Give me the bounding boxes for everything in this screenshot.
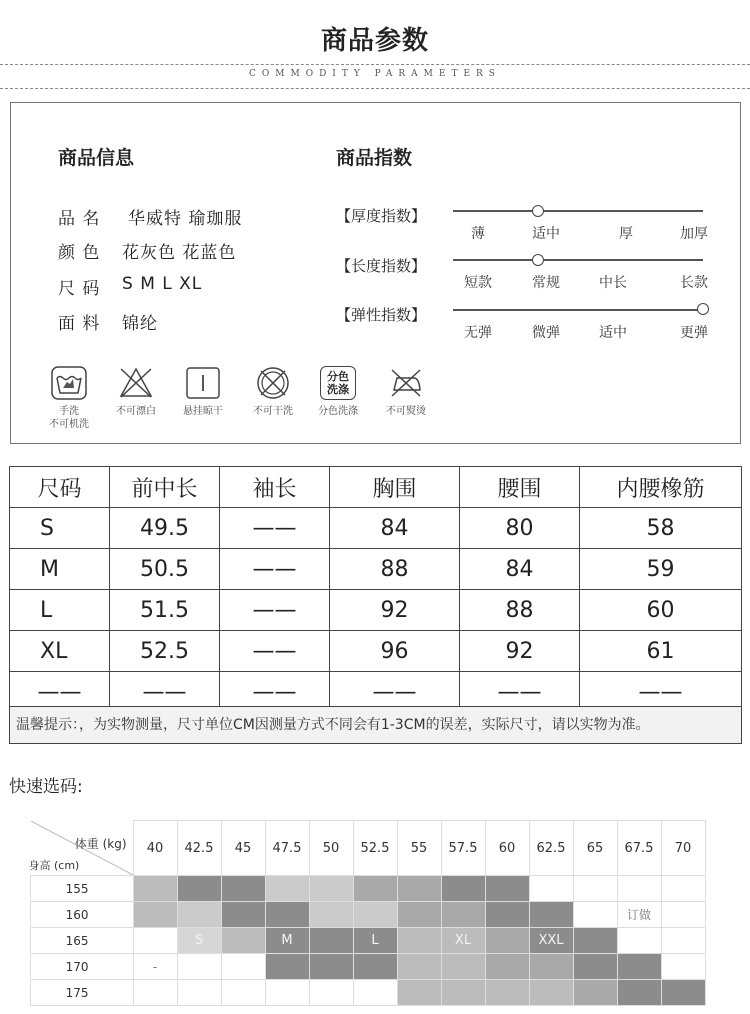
grid-row [31, 980, 706, 1006]
hand-wash-icon [51, 366, 87, 400]
grid-cell [133, 928, 177, 954]
grid-cell [661, 902, 705, 928]
grid-cell [485, 928, 529, 954]
grid-cell [353, 876, 397, 902]
grid-cell [529, 902, 573, 928]
grid-cell [661, 980, 705, 1006]
size-cell: S [10, 508, 110, 549]
grid-cell [177, 876, 221, 902]
size-cell: 61 [580, 631, 742, 672]
grid-cell [573, 876, 617, 902]
thickness-tick-4: 加厚 [680, 226, 708, 242]
info-label-size: 尺 码 [58, 279, 101, 299]
thickness-tick-1: 薄 [471, 226, 485, 242]
no-iron-icon [388, 366, 424, 400]
length-tick-4: 长款 [680, 275, 708, 291]
grid-cell [309, 954, 353, 980]
grid-cell [661, 928, 705, 954]
grid-corner [28, 821, 134, 876]
info-label-name: 品 名 [58, 209, 101, 229]
grid-row [31, 902, 706, 928]
size-cell: 92 [330, 590, 460, 631]
grid-cell [177, 980, 221, 1006]
size-cell: —— [10, 672, 110, 713]
height-row-label: 160 [31, 902, 134, 928]
grid-cell [573, 902, 617, 928]
height-row-label: 165 [31, 928, 134, 954]
page-title: 商品参数 [320, 26, 429, 56]
grid-cell [265, 980, 309, 1006]
no-dry-clean-label: 不可干洗 [253, 406, 293, 417]
page-subtitle: COMMODITY PARAMETERS [249, 69, 501, 79]
grid-cell [573, 928, 617, 954]
separate-wash-label: 分色洗涤 [318, 406, 358, 417]
grid-cell [661, 876, 705, 902]
size-recommendation-label: M [281, 933, 293, 948]
grid-cell [397, 980, 441, 1006]
elasticity-tick-1: 无弹 [464, 325, 492, 341]
size-cell: 50.5 [110, 549, 220, 590]
size-header-cell: 胸围 [330, 467, 460, 508]
elasticity-tick-4: 更弹 [680, 325, 708, 341]
size-cell: M [10, 549, 110, 590]
size-cell: —— [580, 672, 742, 713]
size-header-cell: 尺码 [10, 467, 110, 508]
elasticity-index-label: 【弹性指数】 [336, 306, 427, 324]
grid-cell [573, 980, 617, 1006]
grid-cell [441, 902, 485, 928]
grid-cell [133, 954, 177, 980]
size-cell: 52.5 [110, 631, 220, 672]
size-table-header [10, 467, 742, 508]
size-cell: 58 [580, 508, 742, 549]
grid-cell [573, 954, 617, 980]
size-cell: —— [220, 508, 330, 549]
grid-cell [177, 902, 221, 928]
thickness-tick-2: 适中 [532, 226, 560, 242]
info-value-size: S M L XL [122, 274, 203, 294]
grid-cell [221, 954, 265, 980]
grid-cell [265, 902, 309, 928]
info-label-color: 颜 色 [58, 243, 101, 263]
hand-wash-text: 手洗 不可机洗 [49, 406, 89, 430]
hand-wash-label [34, 405, 104, 431]
height-row-label: 175 [31, 980, 134, 1006]
size-cell: L [10, 590, 110, 631]
grid-cell [441, 980, 485, 1006]
grid-cell [397, 902, 441, 928]
table-row [10, 631, 742, 672]
weight-header-cell: 60 [485, 821, 529, 876]
size-recommendation-label: - [152, 959, 158, 974]
size-cell: —— [220, 631, 330, 672]
weight-header-cell: 52.5 [353, 821, 397, 876]
size-cell: —— [110, 672, 220, 713]
size-cell: —— [220, 672, 330, 713]
grid-cell [309, 902, 353, 928]
elasticity-tick-2: 微弹 [532, 325, 560, 341]
grid-cell [353, 902, 397, 928]
weight-header-cell: 40 [133, 821, 177, 876]
product-info-heading: 商品信息 [58, 147, 135, 169]
grid-cell [485, 954, 529, 980]
weight-header-cell: 45 [221, 821, 265, 876]
weight-axis-label: 体重 (kg) [74, 836, 127, 851]
elasticity-tick-3: 适中 [599, 325, 627, 341]
length-tick-3: 中长 [599, 275, 627, 291]
size-header-cell: 袖长 [220, 467, 330, 508]
table-row [10, 590, 742, 631]
height-row-label: 170 [31, 954, 134, 980]
quick-size-grid [30, 820, 706, 1006]
grid-cell [617, 980, 661, 1006]
grid-row [31, 954, 706, 980]
grid-cell [661, 954, 705, 980]
grid-row [31, 928, 706, 954]
size-recommendation-label: S [194, 933, 204, 948]
weight-header-cell: 42.5 [177, 821, 221, 876]
hang-dry-icon [185, 366, 221, 400]
length-index-label: 【长度指数】 [336, 257, 427, 275]
size-cell: 88 [330, 549, 460, 590]
thickness-index-label: 【厚度指数】 [336, 207, 427, 225]
grid-cell [397, 876, 441, 902]
separate-wash-icon: 分色 洗涤 [320, 366, 356, 400]
size-recommendation-label: XXL [538, 933, 564, 948]
size-cell: 59 [580, 549, 742, 590]
weight-header-cell: 55 [397, 821, 441, 876]
size-cell: XL [10, 631, 110, 672]
size-cell: 88 [460, 590, 580, 631]
grid-cell [309, 876, 353, 902]
grid-cell [529, 980, 573, 1006]
thickness-tick-3: 厚 [619, 226, 633, 242]
size-cell: 49.5 [110, 508, 220, 549]
grid-cell [133, 876, 177, 902]
weight-header-cell: 70 [661, 821, 705, 876]
divider-top [0, 64, 750, 65]
elasticity-index-knob [697, 303, 709, 315]
grid-cell [529, 954, 573, 980]
grid-cell [485, 902, 529, 928]
length-index-track [453, 259, 703, 261]
product-index-heading: 商品指数 [336, 147, 413, 169]
size-recommendation-label: XL [454, 933, 472, 948]
no-bleach-label: 不可漂白 [116, 406, 156, 417]
size-cell: 84 [460, 549, 580, 590]
thickness-index-knob [532, 205, 544, 217]
size-recommendation-label: L [371, 933, 379, 948]
size-cell: 84 [330, 508, 460, 549]
grid-cell [177, 954, 221, 980]
table-row [10, 549, 742, 590]
weight-header-cell: 65 [573, 821, 617, 876]
size-cell: —— [220, 549, 330, 590]
length-index-knob [532, 254, 544, 266]
size-table [9, 466, 742, 713]
grid-cell [265, 876, 309, 902]
grid-cell [397, 954, 441, 980]
size-cell: 51.5 [110, 590, 220, 631]
grid-cell [441, 876, 485, 902]
measurement-note: 温馨提示：，为实物测量，尺寸单位CM因测量方式不同会有1-3CM的误差，实际尺寸，请以实物为准。 [9, 706, 742, 744]
grid-cell [309, 980, 353, 1006]
info-value-name: 华威特 瑜珈服 [128, 209, 243, 229]
grid-cell [133, 980, 177, 1006]
size-header-cell: 内腰橡筋 [580, 467, 742, 508]
grid-cell [397, 928, 441, 954]
grid-cell [133, 902, 177, 928]
grid-cell [177, 928, 221, 954]
size-cell: 60 [580, 590, 742, 631]
size-header-cell: 前中长 [110, 467, 220, 508]
grid-row [31, 876, 706, 902]
grid-cell [353, 928, 397, 954]
grid-cell [529, 876, 573, 902]
size-recommendation-label: 订做 [626, 908, 651, 922]
size-cell: —— [460, 672, 580, 713]
height-axis-label: 身高 (cm) [28, 858, 80, 872]
weight-header-cell: 67.5 [617, 821, 661, 876]
divider-bottom [0, 88, 750, 89]
info-value-color: 花灰色 花蓝色 [122, 243, 237, 263]
size-cell: —— [330, 672, 460, 713]
grid-cell [441, 954, 485, 980]
thickness-index-track [453, 210, 703, 212]
elasticity-index-track [453, 309, 703, 311]
size-cell: —— [220, 590, 330, 631]
grid-cell [265, 928, 309, 954]
grid-cell [485, 980, 529, 1006]
grid-cell [617, 902, 661, 928]
table-row [10, 508, 742, 549]
no-dry-clean-icon [255, 366, 291, 400]
weight-header-cell: 50 [309, 821, 353, 876]
grid-cell [221, 902, 265, 928]
grid-cell [485, 876, 529, 902]
grid-cell [529, 928, 573, 954]
grid-cell [441, 928, 485, 954]
length-tick-1: 短款 [464, 275, 492, 291]
weight-header-cell: 47.5 [265, 821, 309, 876]
info-label-material: 面 料 [58, 314, 101, 334]
weight-header-cell: 57.5 [441, 821, 485, 876]
grid-cell [617, 928, 661, 954]
grid-header-row [31, 821, 706, 876]
grid-cell [353, 954, 397, 980]
info-value-material: 锦纶 [122, 314, 158, 334]
quick-select-title: 快速选码: [9, 777, 83, 797]
no-iron-label: 不可熨烫 [386, 406, 426, 417]
grid-cell [221, 980, 265, 1006]
grid-cell [309, 928, 353, 954]
size-cell: 80 [460, 508, 580, 549]
grid-cell [221, 876, 265, 902]
grid-cell [617, 876, 661, 902]
size-cell: 92 [460, 631, 580, 672]
grid-cell [221, 928, 265, 954]
hang-dry-label: 悬挂晾干 [183, 406, 223, 417]
height-row-label: 155 [31, 876, 134, 902]
grid-cell [265, 954, 309, 980]
weight-header-cell: 62.5 [529, 821, 573, 876]
size-header-cell: 腰围 [460, 467, 580, 508]
grid-cell [617, 954, 661, 980]
no-bleach-icon [118, 366, 154, 400]
grid-cell [353, 980, 397, 1006]
size-cell: 96 [330, 631, 460, 672]
length-tick-2: 常规 [532, 275, 560, 291]
